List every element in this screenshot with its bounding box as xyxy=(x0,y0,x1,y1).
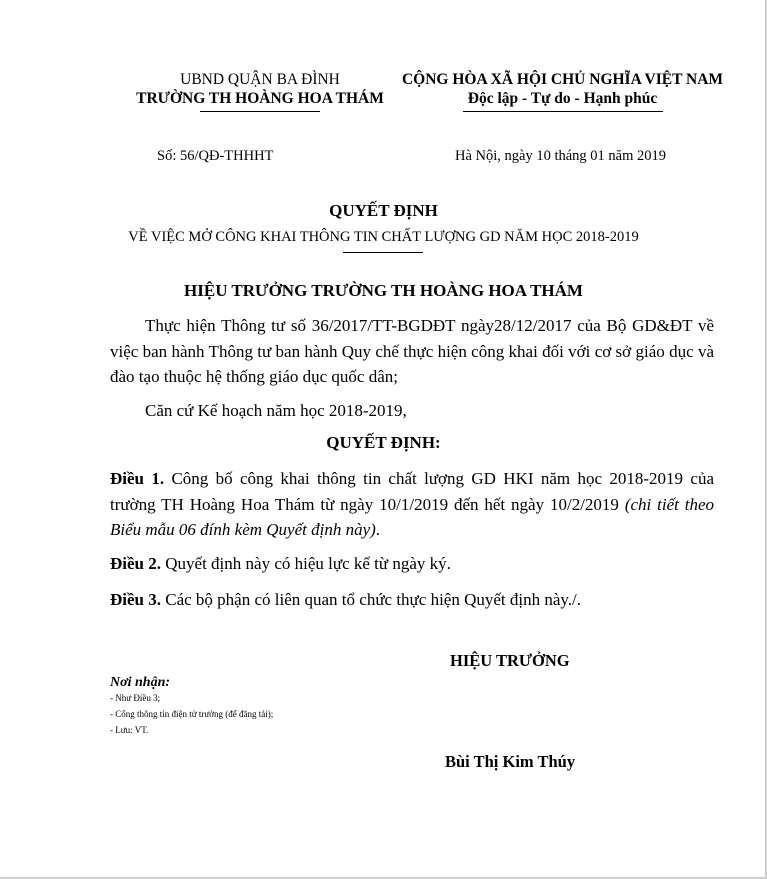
national-motto: Độc lập - Tự do - Hạnh phúc xyxy=(467,90,658,107)
preamble-paragraph-2: Căn cứ Kế hoạch năm học 2018-2019, xyxy=(145,401,407,420)
document-title: QUYẾT ĐỊNH xyxy=(329,201,438,220)
signer-name: Bùi Thị Kim Thúy xyxy=(445,752,576,771)
article-3 xyxy=(110,587,714,613)
preamble-paragraph-1: Thực hiện Thông tư số 36/2017/TT-BGDĐT ngày28/12/2017 của Bộ GD&ĐT về việc ban hành Thông tư ban hành Quy chế thực hiện công khai đối với cơ sở giáo dục và đào tạo thuộc hệ thống giáo dục quốc dân; xyxy=(110,316,714,386)
national-header xyxy=(395,70,730,112)
article-1-end: . xyxy=(375,520,381,539)
article-2-label: Điều 2. xyxy=(110,554,161,573)
decision-heading: QUYẾT ĐỊNH: xyxy=(326,433,441,452)
article-1-note: (chi tiết theo Biểu mẫu 06 đính kèm Quyết định này) xyxy=(110,494,714,539)
article-2 xyxy=(110,551,714,577)
school-name: TRƯỜNG TH HOÀNG HOA THÁM xyxy=(136,90,384,107)
subject-underline xyxy=(343,252,423,253)
recipient-item: - Lưu: VT. xyxy=(110,725,149,735)
issuer-underline xyxy=(200,111,320,112)
agency-name: UBND QUẬN BA ĐÌNH xyxy=(180,71,340,88)
article-1-label: Điều 1. xyxy=(110,469,165,488)
recipient-item: - Cổng thông tin điện tử trường (để đăng tải); xyxy=(110,709,274,719)
article-2-text: Quyết định này có hiệu lực kể từ ngày ký. xyxy=(161,554,451,573)
recipients-title: Nơi nhận: xyxy=(110,675,171,690)
article-1-text: Công bố công khai thông tin chất lượng GD HKI năm học 2018-2019 của trường TH Hoàng Hoa Thám từ ngày 10/1/2019 đến hết ngày 10/2/2019 xyxy=(110,469,714,514)
article-1 xyxy=(110,466,714,543)
issuer-block xyxy=(95,70,425,112)
document-date: Hà Nội, ngày 10 tháng 01 năm 2019 xyxy=(455,148,667,164)
document-subject: VỀ VIỆC MỞ CÔNG KHAI THÔNG TIN CHẤT LƯỢNG GD NĂM HỌC 2018-2019 xyxy=(128,229,639,245)
motto-underline xyxy=(463,111,663,112)
document-number: Số: 56/QĐ-THHHT xyxy=(157,148,274,164)
recipient-item: - Như Điều 3; xyxy=(110,693,161,703)
country-name: CỘNG HÒA XÃ HỘI CHỦ NGHĨA VIỆT NAM xyxy=(401,71,724,88)
issuing-authority: HIỆU TRƯỞNG TRƯỜNG TH HOÀNG HOA THÁM xyxy=(184,281,583,300)
article-3-text: Các bộ phận có liên quan tổ chức thực hiện Quyết định này./. xyxy=(161,590,582,609)
signer-title: HIỆU TRƯỞNG xyxy=(450,651,570,670)
article-3-label: Điều 3. xyxy=(110,590,161,609)
